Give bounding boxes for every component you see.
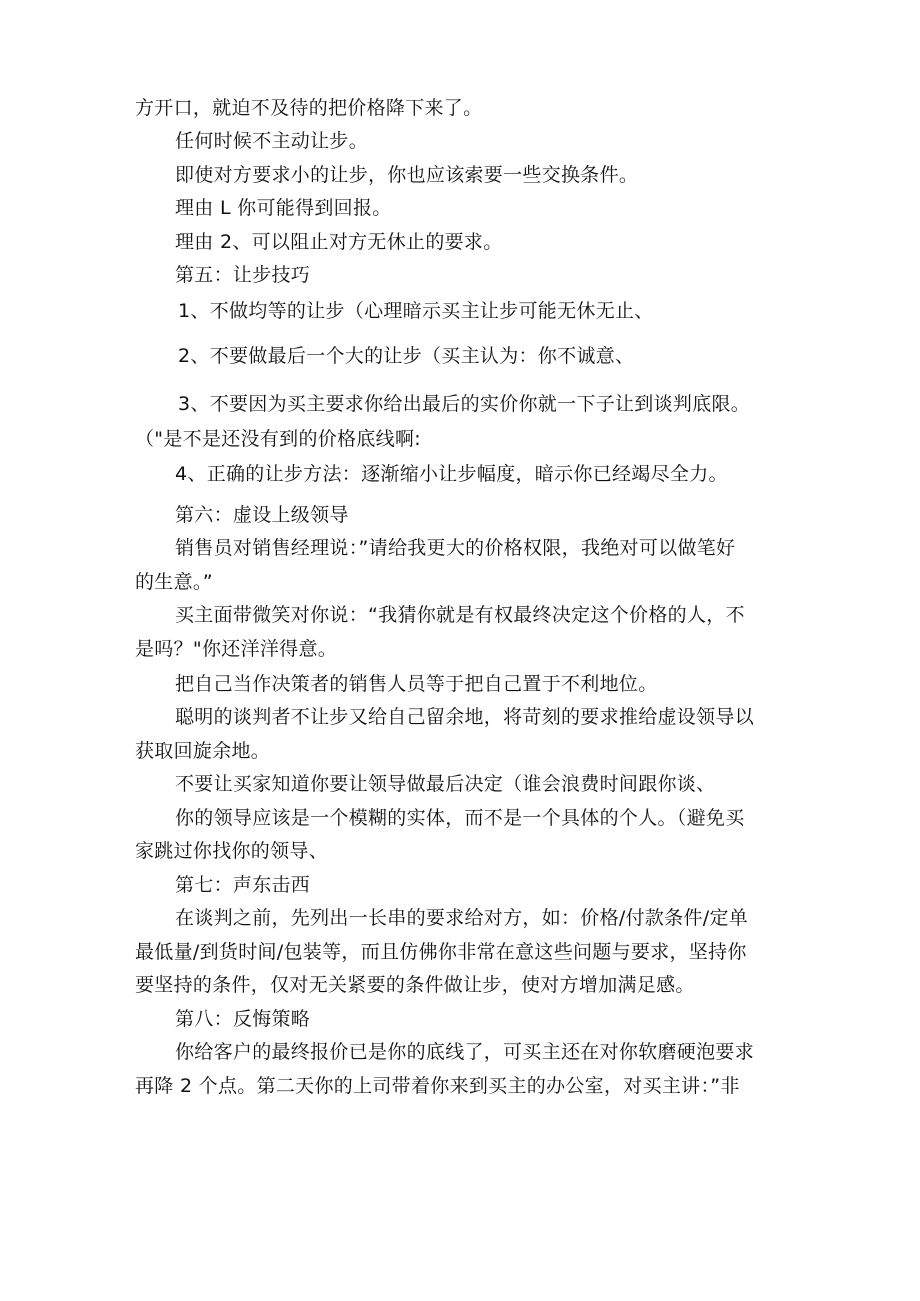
text-line: 聪明的谈判者不让步又给自己留余地，将苛刻的要求推给虚设领导以 <box>175 706 755 728</box>
text-line: 买主面带微笑对你说：“我猜你就是有权最终决定这个价格的人，不 <box>175 604 745 626</box>
section-heading: 第五：让步技巧 <box>175 264 311 286</box>
text-line: 任何时候不主动让步。 <box>175 130 369 152</box>
text-line: 获取回旋余地。 <box>135 740 271 762</box>
text-line: 你给客户的最终报价已是你的底线了，可买主还在对你软磨硬泡要求 <box>175 1041 755 1063</box>
text-line: 把自己当作决策者的销售人员等于把自己置于不利地位。 <box>175 673 658 695</box>
text-line: 是吗？"你还洋洋得意。 <box>135 638 338 660</box>
text-line: 不要让买家知道你要让领导做最后决定（谁会浪费时间跟你谈、 <box>175 773 716 795</box>
text-line: 销售员对销售经理说：”请给我更大的价格权限，我绝对可以做笔好 <box>175 537 736 559</box>
text-line: 你的领导应该是一个模糊的实体，而不是一个具体的个人。（避免买 <box>175 807 745 829</box>
text-line: 理由 L 你可能得到回报。 <box>175 197 392 219</box>
list-item: 4、正确的让步方法：逐渐缩小让步幅度，暗示你已经竭尽全力。 <box>175 463 728 485</box>
section-heading: 第七：声东击西 <box>175 874 311 896</box>
text-line: 的生意。” <box>135 571 213 593</box>
list-item: 2、不要做最后一个大的让步（买主认为：你不诚意、 <box>178 345 635 367</box>
text-line: 最低量/到货时间/包装等，而且仿佛你非常在意这些问题与要求，坚持你 <box>135 941 747 963</box>
list-item: 3、不要因为买主要求你给出最后的实价你就一下子让到谈判底限。 <box>178 393 751 415</box>
section-heading: 第八：反悔策略 <box>175 1008 311 1030</box>
text-line: 家跳过你找你的领导、 <box>135 840 329 862</box>
text-line: （"是不是还没有到的价格底线啊: <box>135 428 421 450</box>
section-heading: 第六：虚设上级领导 <box>175 504 349 526</box>
list-item: 1、不做均等的让步（心理暗示买主让步可能无休无止、 <box>178 300 654 322</box>
text-line: 要坚持的条件，仅对无关紧要的条件做让步，使对方增加满足感。 <box>135 974 695 996</box>
text-line: 再降 2 个点。第二天你的上司带着你来到买主的办公室，对买主讲：”非 <box>135 1075 740 1097</box>
text-line: 方开口，就迫不及待的把价格降下来了。 <box>135 97 483 119</box>
text-line: 在谈判之前，先列出一长串的要求给对方，如：价格/付款条件/定单 <box>175 907 749 929</box>
text-line: 理由 2、可以阻止对方无休止的要求。 <box>175 231 503 253</box>
text-line: 即使对方要求小的让步，你也应该索要一些交换条件。 <box>175 164 639 186</box>
